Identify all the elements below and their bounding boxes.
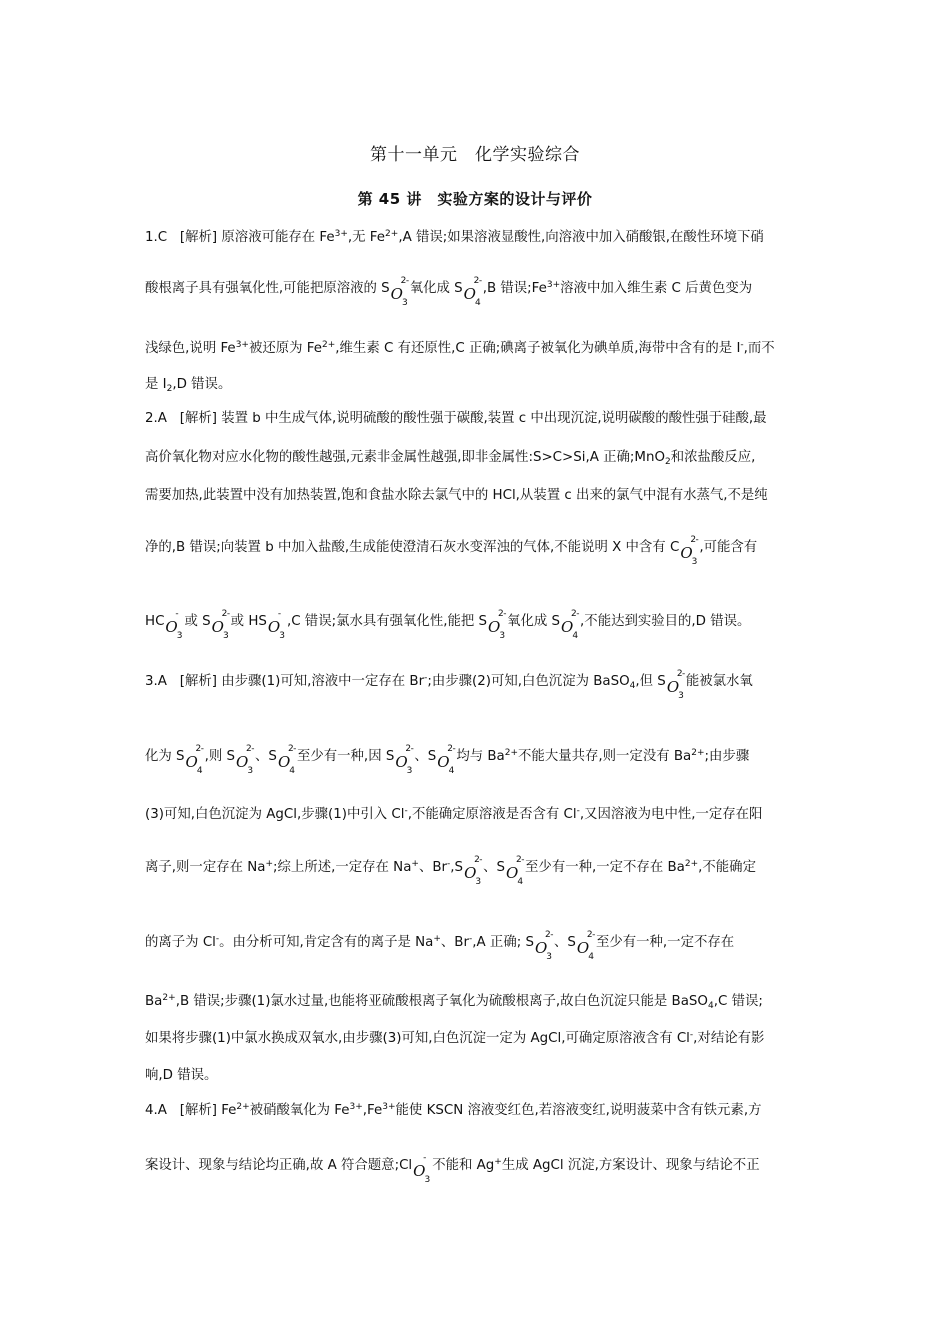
analysis-tag: [解析]	[179, 230, 218, 245]
sulfite-formula: $O_3$ 2-	[390, 276, 409, 308]
lecture-title: 第 45 讲 实验方案的设计与评价	[357, 190, 593, 208]
analysis-tag: [解析]	[179, 411, 217, 426]
sulfite-formula: $O_3$ 2-	[488, 609, 506, 641]
unit-title: 第十一单元 化学实验综合	[370, 145, 580, 165]
answer-2-line-4: 净的,B 错误;向装置 b 中加入盐酸,生成能使澄清石灰水变浑浊的气体,不能说明 X 中含有 $CO_3$ 2- ,可能含有	[145, 535, 758, 567]
sulfate-formula: $O_4$ 2-	[506, 855, 524, 887]
sulfate-formula: $O_4$ 2-	[185, 744, 204, 776]
answer-2-line-1: 2.A [解析] 装置 b 中生成气体,说明硫酸的酸性强于碳酸,装置 c 中出现沉淀,说明碳酸的酸性强于硅酸,最	[145, 411, 767, 426]
answer-number: 3.A	[145, 674, 167, 689]
answer-3-line-8: 响,D 错误。	[145, 1068, 218, 1083]
sulfate-formula: $O_4$ 2-	[463, 276, 482, 308]
answer-number: 4.A	[145, 1103, 167, 1118]
answer-4-line-2: 案设计、现象与结论均正确,故 A 符合题意;ClO$_3$ - 不能和 Ag+生成 AgCl 沉淀,方案设计、现象与结论不正	[145, 1153, 760, 1185]
sulfite-formula: $O_3$ 2-	[236, 744, 254, 776]
answer-3-line-6: $Ba^{2+},B$ 错误;步骤(1)氯水过量,也能将亚硫酸根离子氧化为硫酸根离子,故白色沉淀只能是 BaSO$_4$,C 错误;	[145, 993, 763, 1011]
carbonate-formula: $O_3$ 2-	[680, 535, 699, 567]
answer-3-line-5: 的离子为 Cl-。由分析可知,肯定含有的离子是 Na+、Br-,A 正确; $SO_3$ 2- 、$SO_4$ 2- 至少有一种,一定不存在	[145, 930, 735, 962]
sulfate-formula: $O_4$ 2-	[561, 609, 579, 641]
analysis-tag: [解析]	[179, 674, 217, 689]
answer-1-line-4: 是 $I_2,D$ 错误。	[145, 377, 232, 394]
sulfite-formula: $O_3$ 2-	[534, 930, 553, 962]
answer-1-line-2: 酸根离子具有强氧化性,可能把原溶液的 $SO_3$ 2- 氧化成 $SO_4$ 2- ,B 错误$;Fe^{3+}$溶液中加入维生素 C 后黄色变为	[145, 276, 753, 308]
sulfate-formula: $O_4$ 2-	[437, 744, 456, 776]
answer-2-line-2: 高价氧化物对应水化物的酸性越强,元素非金属性越强,即非金属性:S>C>Si,A 正确;MnO$_2$和浓盐酸反应,	[145, 450, 756, 467]
analysis-tag: [解析]	[179, 1103, 217, 1118]
answer-3-line-1: 3.A [解析] 由步骤(1)可知,溶液中一定存在 Br-;由步骤(2)可知,白色沉淀为 BaSO$_4$,但 $SO_3$ 2- 能被氯水氧	[145, 669, 753, 701]
answer-3-line-3: (3)可知,白色沉淀为 AgCl,步骤(1)中引入 Cl-,不能确定原溶液是否含有 Cl-,又因溶液为电中性,一定存在阳	[145, 806, 763, 822]
sulfite-formula: $O_3$ 2-	[666, 669, 685, 701]
answer-3-line-4: 离子,则一定存在 Na+;综上所述,一定存在 Na+、$Br^-,SO_3$ 2- 、$SO_4$ 2- 至少有一种,一定不存在 $Ba^{2+}$,不能确定	[145, 855, 756, 887]
answer-3-line-7: 如果将步骤(1)中氯水换成双氧水,由步骤(3)可知,白色沉淀一定为 AgCl,可确定原溶液含有 Cl-,对结论有影	[145, 1030, 765, 1046]
answer-2-line-5: $HCO_3$ - 或 $SO_3$ 2- 或 $HSO_3$ - ,C 错误;氯水具有强氧化性,能把 $SO_3$ 2- 氧化成 $SO_4$ 2- ,不能达到实验目的,D 错误。	[145, 609, 751, 641]
sulfite-formula: $O_3$ 2-	[211, 609, 230, 641]
answer-3-line-2: 化为 $SO_4$ 2- ,则 $SO_3$ 2- 、$SO_4$ 2- 至少有一种,因 $SO_3$ 2- 、$SO_4$ 2- 均与 $Ba^{2+}$不能大量共存,则一定没有 $Ba^{2+}$;由步骤	[145, 744, 750, 776]
answer-1-line-1: 1.C [解析] 原溶液可能存在 $Fe^{3+}$,无 $Fe^{2+},A$ 错误;如果溶液显酸性,向溶液中加入硝酸银,在酸性环境下硝	[145, 229, 764, 245]
answer-number: 2.A	[145, 411, 167, 426]
sulfate-formula: $O_4$ 2-	[576, 930, 595, 962]
sulfate-formula: $O_4$ 2-	[277, 744, 296, 776]
answer-number: 1.C	[145, 230, 168, 245]
bicarbonate-formula: $O_3$ -	[165, 609, 183, 641]
sulfite-formula: $O_3$ 2-	[395, 744, 414, 776]
answer-2-line-3: 需要加热,此装置中没有加热装置,饱和食盐水除去氯气中的 HCl,从装置 c 出来的氯气中混有水蒸气,不是纯	[145, 488, 768, 503]
answer-1-line-3: 浅绿色,说明 $Fe^{3+}$被还原为 $Fe^{2+}$,维生素 C 有还原性,C 正确;碘离子被氧化为碘单质,海带中含有的是 I-,而不	[145, 340, 775, 356]
bisulfite-formula: $O_3$ -	[267, 609, 285, 641]
answer-4-line-1: 4.A [解析] $Fe^{2+}$被硝酸氧化为 $Fe^{3+},Fe^{3+}$能使 KSCN 溶液变红色,若溶液变红,说明菠菜中含有铁元素,方	[145, 1102, 762, 1118]
chlorate-formula: $O_3$ -	[413, 1153, 431, 1185]
sulfite-formula: $O_3$ 2-	[464, 855, 483, 887]
